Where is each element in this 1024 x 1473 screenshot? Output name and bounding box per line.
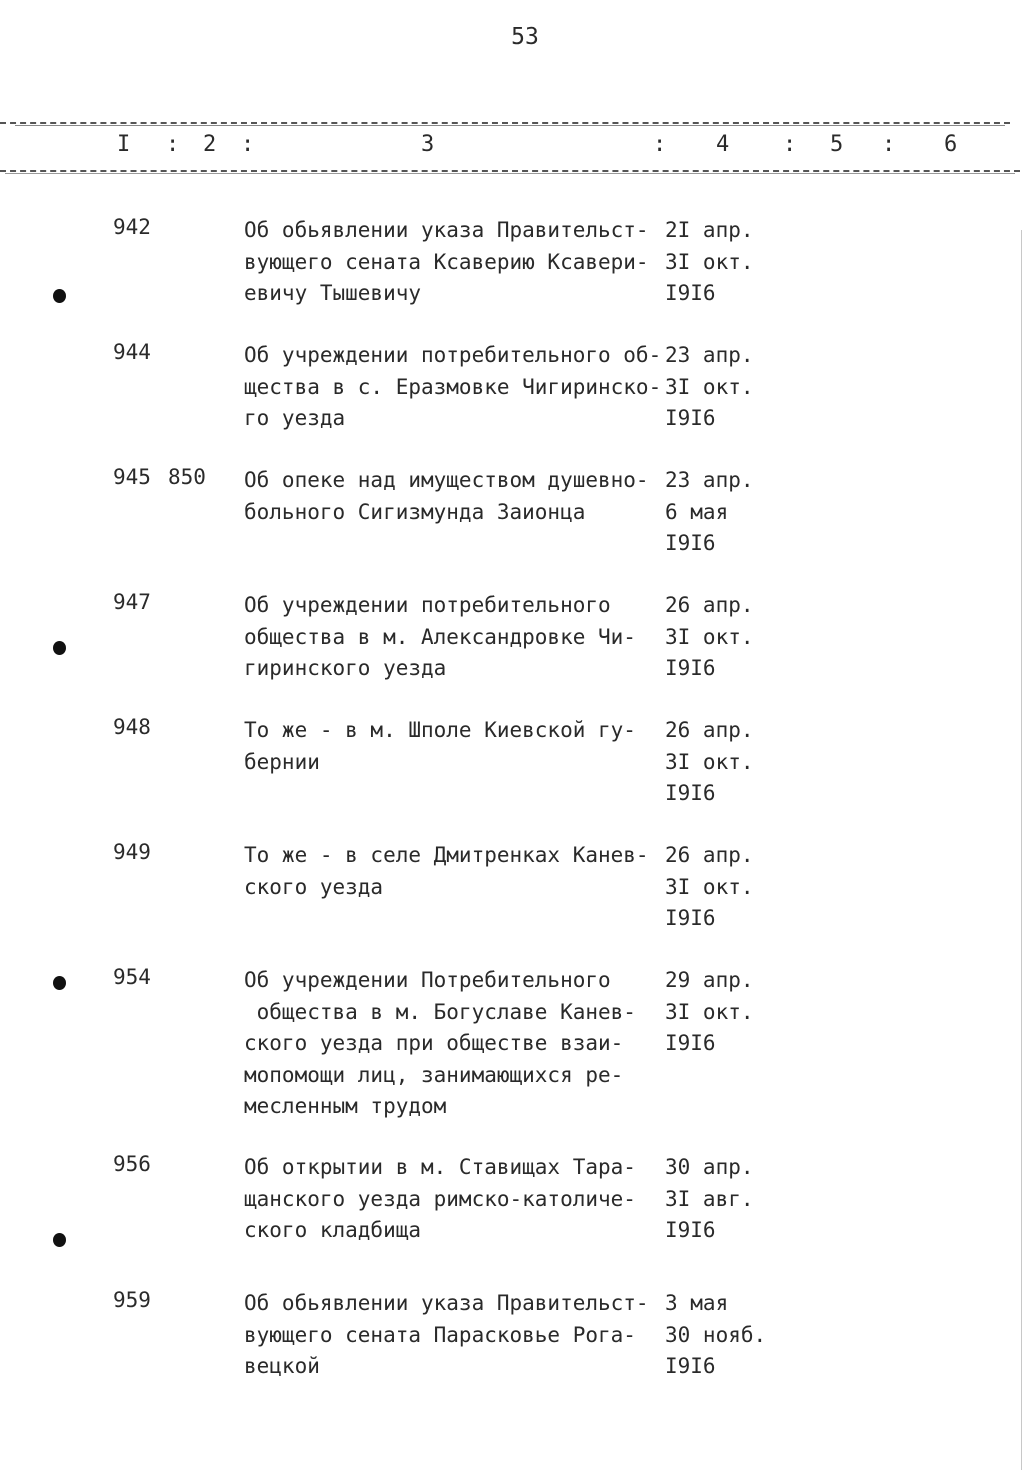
- entry-number: 959: [113, 1288, 151, 1312]
- date-line: I9I6: [665, 531, 716, 555]
- date-line: 3I окт.: [665, 749, 754, 774]
- entry-description: [244, 965, 669, 1123]
- entry-description: [244, 715, 669, 778]
- date-line: 29 апр.: [665, 968, 754, 992]
- description-line: Об обьявлении указа Правительст-: [244, 218, 649, 242]
- entry-description: [244, 840, 669, 903]
- header-col-4: 4: [716, 132, 730, 157]
- description-line: больного Сигизмунда Заионца: [244, 499, 586, 524]
- header-separator: :: [783, 132, 797, 157]
- entry-number: 948: [113, 715, 151, 739]
- date-line: I9I6: [665, 1031, 716, 1055]
- date-line: 3I окт.: [665, 874, 754, 899]
- description-line: евичу Тышевичу: [244, 281, 422, 305]
- description-line: вецкой: [244, 1354, 320, 1378]
- date-line: 3I окт.: [665, 999, 754, 1024]
- entry-number: 944: [113, 340, 151, 364]
- date-line: 23 апр.: [665, 468, 754, 492]
- date-line: 3I окт.: [665, 374, 754, 399]
- entry-number: 942: [113, 215, 151, 239]
- entry-dates: [665, 715, 785, 810]
- description-line: То же - в селе Дмитренках Канев-: [244, 843, 649, 867]
- binder-hole-mark: [53, 289, 66, 303]
- date-line: I9I6: [665, 406, 716, 430]
- date-line: 3I окт.: [665, 624, 754, 649]
- entry-dates: [665, 215, 785, 310]
- description-line: Об открытии в м. Ставищах Тара-: [244, 1155, 636, 1179]
- description-line: щанского уезда римско-католиче-: [244, 1186, 636, 1211]
- date-line: 3 мая: [665, 1291, 729, 1315]
- entry-dates: [665, 840, 785, 935]
- date-line: 3I окт.: [665, 249, 754, 274]
- entry-dates: [665, 465, 785, 560]
- entry-dates: [665, 340, 785, 435]
- description-line: Об опеке над имуществом душевно-: [244, 468, 649, 492]
- entry-description: [244, 215, 669, 310]
- date-line: I9I6: [665, 281, 716, 305]
- description-line: месленным трудом: [244, 1094, 447, 1118]
- binder-hole-mark: [53, 1233, 66, 1247]
- description-line: щества в с. Еразмовке Чигиринско-: [244, 374, 662, 399]
- date-line: I9I6: [665, 906, 716, 930]
- date-line: 23 апр.: [665, 343, 754, 367]
- date-line: I9I6: [665, 1354, 716, 1378]
- header-bottom-rule-secondary: [5, 173, 1015, 174]
- date-line: 30 апр.: [665, 1155, 754, 1179]
- entry-dates: [665, 1152, 785, 1247]
- description-line: вующего сената Ксаверию Ксавери-: [244, 249, 649, 274]
- binder-hole-mark: [53, 976, 66, 990]
- description-line: Об учреждении Потребительного: [244, 968, 611, 992]
- entry-number: 956: [113, 1152, 151, 1176]
- entry-number: 949: [113, 840, 151, 864]
- date-line: 2I апр.: [665, 218, 754, 242]
- header-col-6: 6: [944, 132, 958, 157]
- description-line: ского кладбища: [244, 1218, 422, 1242]
- header-top-rule: [0, 122, 1010, 124]
- entry-description: [244, 340, 669, 435]
- header-bottom-rule: [0, 170, 1020, 172]
- header-col-1: I: [117, 132, 131, 157]
- description-line: вующего сената Парасковье Рога-: [244, 1322, 636, 1347]
- header-separator: :: [166, 132, 180, 157]
- date-line: 26 апр.: [665, 718, 754, 742]
- date-line: I9I6: [665, 656, 716, 680]
- description-line: ского уезда: [244, 874, 384, 899]
- binder-hole-mark: [53, 641, 66, 655]
- header-col-5: 5: [830, 132, 844, 157]
- header-col-3: 3: [421, 132, 435, 157]
- date-line: 30 нояб.: [665, 1322, 767, 1347]
- entry-number: 954: [113, 965, 151, 989]
- date-line: 3I авг.: [665, 1186, 754, 1211]
- page-number: 53: [511, 24, 539, 50]
- date-line: 26 апр.: [665, 593, 754, 617]
- header-col-2: 2: [203, 132, 217, 157]
- description-line: мопомощи лиц, занимающихся ре-: [244, 1062, 624, 1087]
- description-line: гиринского уезда: [244, 656, 447, 680]
- entry-description: [244, 1152, 669, 1247]
- description-line: ского уезда при обществе взаи-: [244, 1031, 624, 1055]
- description-line: общества в м. Богуславе Канев-: [244, 999, 636, 1024]
- description-line: Об учреждении потребительного: [244, 593, 611, 617]
- entry-dates: [665, 965, 785, 1060]
- entry-description: [244, 590, 669, 685]
- entry-description: [244, 465, 669, 528]
- date-line: 6 мая: [665, 499, 729, 524]
- header-separator: :: [882, 132, 896, 157]
- description-line: Об учреждении потребительного об-: [244, 343, 662, 367]
- entry-dates: [665, 1288, 785, 1383]
- date-line: I9I6: [665, 1218, 716, 1242]
- header-separator: :: [241, 132, 255, 157]
- header-top-rule-secondary: [15, 125, 1005, 126]
- entry-number: 947: [113, 590, 151, 614]
- description-line: Об обьявлении указа Правительст-: [244, 1291, 649, 1315]
- description-line: го уезда: [244, 406, 346, 430]
- entry-old-number: 850: [168, 465, 206, 489]
- header-separator: :: [653, 132, 667, 157]
- entry-dates: [665, 590, 785, 685]
- entry-description: [244, 1288, 669, 1383]
- description-line: То же - в м. Шполе Киевской гу-: [244, 718, 636, 742]
- description-line: бернии: [244, 749, 320, 774]
- description-line: общества в м. Александровке Чи-: [244, 624, 636, 649]
- entry-number: 945: [113, 465, 151, 489]
- date-line: I9I6: [665, 781, 716, 805]
- page-edge-line: [1021, 230, 1022, 1470]
- date-line: 26 апр.: [665, 843, 754, 867]
